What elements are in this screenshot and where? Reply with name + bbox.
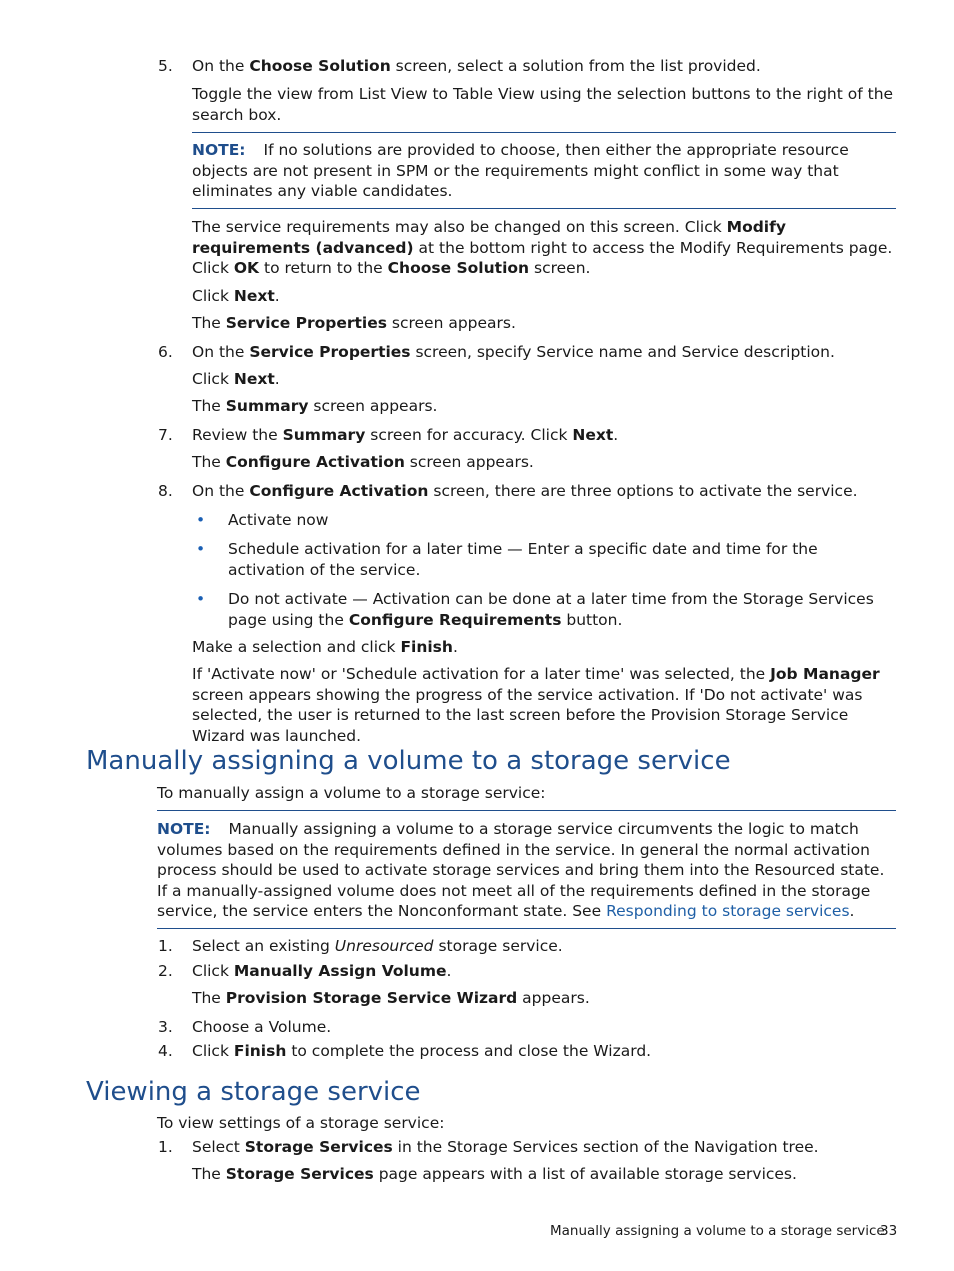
viewing-step-1: Select Storage Services in the Storage Services section of the Navigation tree. [192, 1138, 819, 1156]
option-activate-now: Activate now [228, 511, 329, 529]
note-top-rule [157, 810, 896, 811]
viewing-intro: To view settings of a storage service: [157, 1114, 445, 1132]
step-5-toggle-text: Toggle the view from List View to Table View using the selection buttons to the right of the search box. [192, 85, 894, 124]
viewing-step-number: 1. [158, 1138, 173, 1156]
manual-step-number: 2. [158, 962, 173, 980]
page-number: 33 [880, 1223, 898, 1239]
note-bottom-rule [192, 208, 896, 209]
note-label: NOTE: [192, 141, 246, 159]
manual-step-2: Click Manually Assign Volume. [192, 962, 452, 980]
step-8-result: If 'Activate now' or 'Schedule activation for a later time' was selected, the Job Manager screen appears showing the progress of the service activation. If 'Do not activate' was selected, the user is returned to the last screen before the Provision Storage Service Wizard was launched. [192, 665, 880, 745]
step-7-number: 7. [158, 426, 173, 444]
step-5-text: On the Choose Solution screen, select a solution from the list provided. [192, 57, 761, 75]
responding-link[interactable]: Responding to storage services [606, 902, 850, 920]
manual-step-2-result: The Provision Storage Service Wizard appears. [192, 989, 590, 1007]
note-solutions: NOTE: If no solutions are provided to choose, then either the appropriate resource objects are not present in SPM or the requirements might conflict in some way that eliminates any viable candidates. [192, 141, 849, 200]
section-heading-viewing: Viewing a storage service [86, 1077, 421, 1107]
footer-title: Manually assigning a volume to a storage service [550, 1223, 885, 1239]
step-8-text: On the Configure Activation screen, there are three options to activate the service. [192, 482, 858, 500]
step-6-number: 6. [158, 343, 173, 361]
manual-step-number: 1. [158, 937, 173, 955]
bullet-icon: • [196, 590, 206, 608]
note-manual-assign: NOTE: Manually assigning a volume to a storage service circumvents the logic to match volumes based on the requirements defined in the service. In general the normal activation process should be used to activate storage services and bring them into the Resourced state. If a manually-assigned volume does not meet all of the requirements defined in the storage service, the service enters the Nonconformant state. See Responding to storage services. [157, 820, 885, 920]
manual-step-number: 3. [158, 1018, 173, 1036]
step-7-text: Review the Summary screen for accuracy. Click Next. [192, 426, 619, 444]
bullet-icon: • [196, 540, 206, 558]
note-top-rule [192, 132, 896, 133]
option-schedule-activation: Schedule activation for a later time — Enter a specific date and time for the activation of the service. [228, 540, 818, 579]
manual-step-number: 4. [158, 1042, 173, 1060]
option-do-not-activate: Do not activate — Activation can be done at a later time from the Storage Services page using the Configure Requirements button. [228, 590, 874, 629]
step-8-make-selection: Make a selection and click Finish. [192, 638, 458, 656]
step-5-click-next: Click Next. [192, 287, 280, 305]
step-6-result: The Summary screen appears. [192, 397, 438, 415]
manual-step-4: Click Finish to complete the process and close the Wizard. [192, 1042, 652, 1060]
step-7-result: The Configure Activation screen appears. [192, 453, 534, 471]
note-bottom-rule [157, 928, 896, 929]
manual-step-1: Select an existing Unresourced storage service. [192, 937, 563, 955]
section-heading-manual-assign: Manually assigning a volume to a storage service [86, 746, 731, 776]
manual-intro: To manually assign a volume to a storage service: [157, 784, 546, 802]
viewing-step-1-result: The Storage Services page appears with a list of available storage services. [192, 1165, 797, 1183]
step-5-result: The Service Properties screen appears. [192, 314, 516, 332]
note-label: NOTE: [157, 820, 211, 838]
step-8-number: 8. [158, 482, 173, 500]
step-5-requirements-text: The service requirements may also be changed on this screen. Click Modify requirements (advanced) at the bottom right to access the Modify Requirements page. Click OK to return to the Choose Solution screen. [192, 218, 893, 277]
manual-step-3: Choose a Volume. [192, 1018, 332, 1036]
step-6-text: On the Service Properties screen, specify Service name and Service description. [192, 343, 835, 361]
bullet-icon: • [196, 511, 206, 529]
step-6-click-next: Click Next. [192, 370, 280, 388]
step-5-number: 5. [158, 57, 173, 75]
